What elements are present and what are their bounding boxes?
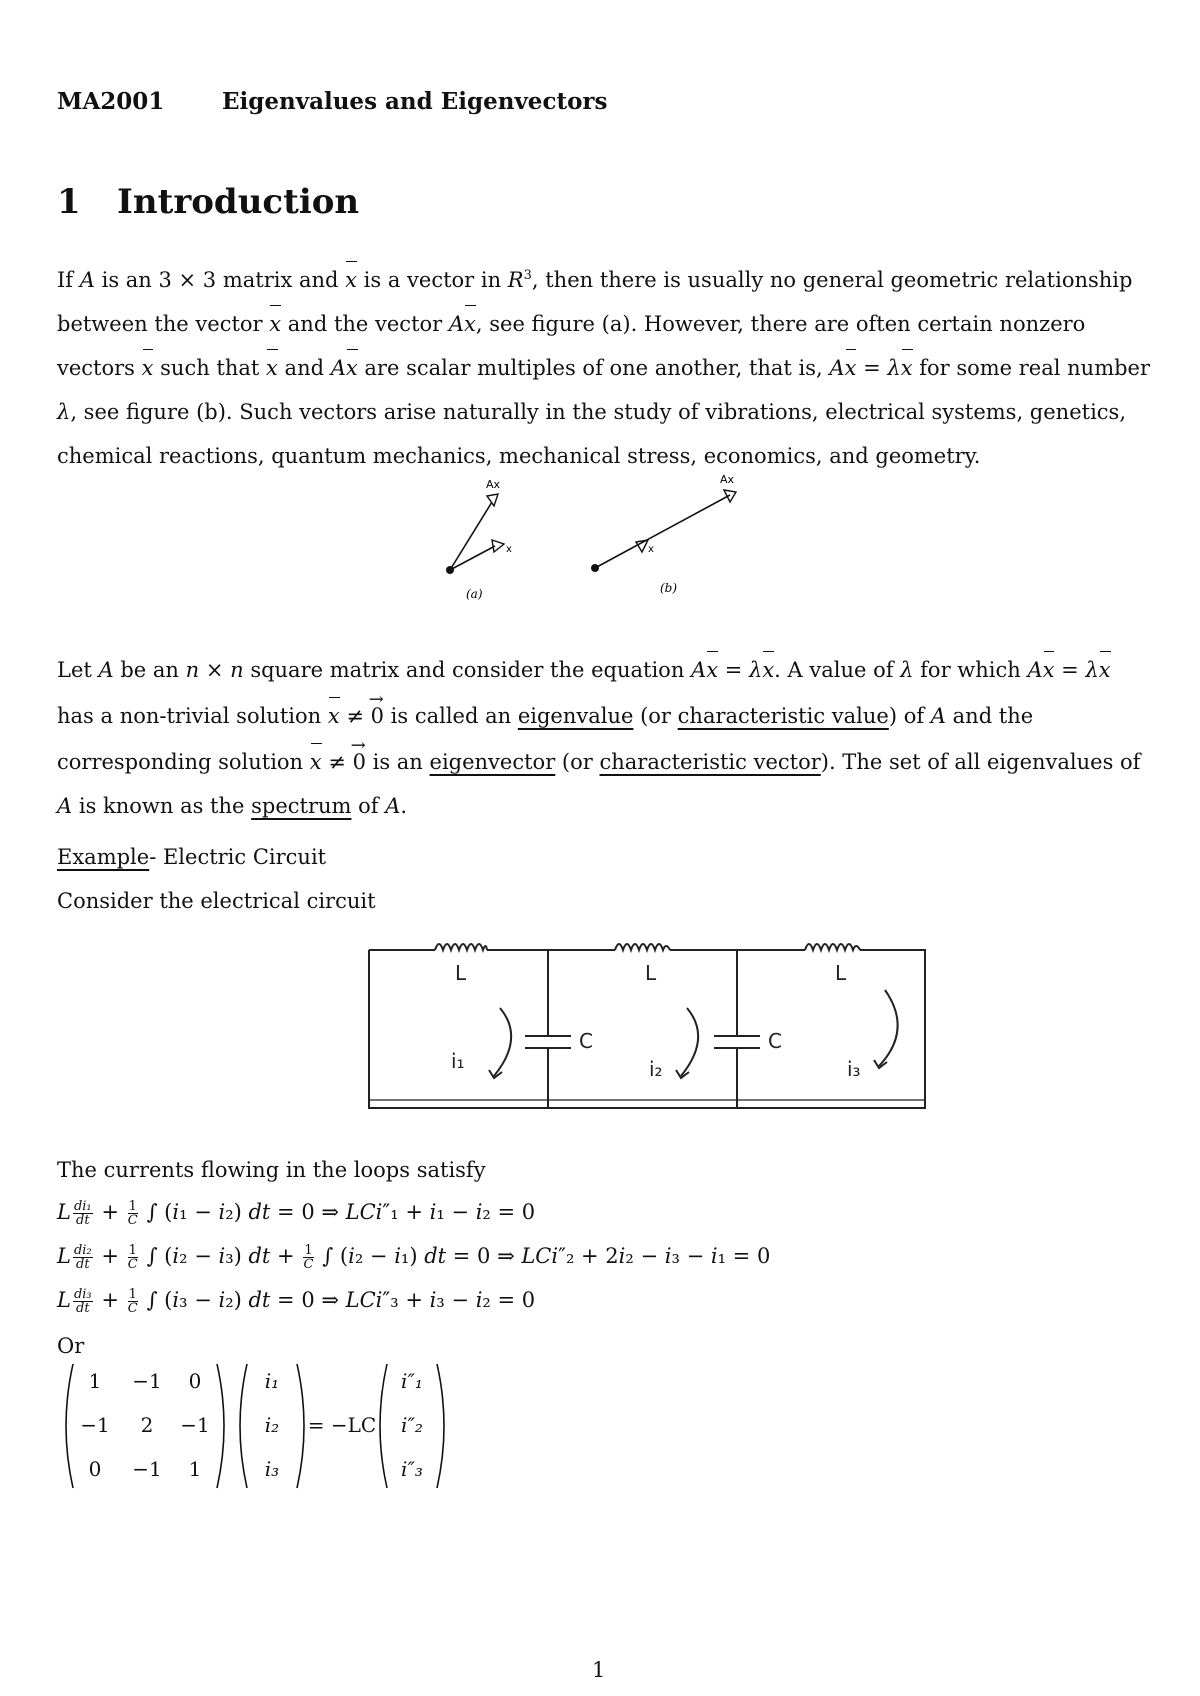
term-characteristic-vector: characteristic vector xyxy=(599,750,821,774)
rhs-prefix: = −LC xyxy=(307,1413,377,1437)
current-label-3: i₃ xyxy=(847,1057,861,1081)
figure-b xyxy=(591,473,736,595)
rhs-cell: i″₁ xyxy=(401,1369,423,1393)
example-heading: Example- Electric Circuit xyxy=(57,845,327,869)
definition-paragraph: Let A be an n × n square matrix and consider the equation Ax = λx. A value of λ for which Ax = λx has a non-trivial solution x ≠ → 0 is called an eigenvalue (or characteristic value) of A and the corresponding solution x ≠ → 0 is an eigenvector (or characteristic vector). The set of all eigenvalues of A is known as the spectrum of A. xyxy=(57,648,1152,828)
x-label-b: x xyxy=(648,544,654,555)
equations-intro: The currents flowing in the loops satisfy xyxy=(57,1158,486,1182)
matrix-cell: 1 xyxy=(88,1369,102,1393)
term-spectrum: spectrum xyxy=(251,794,352,818)
capacitor-label-1: C xyxy=(579,1029,593,1053)
capacitor-label-2: C xyxy=(768,1029,782,1053)
matrix-cell: −1 xyxy=(132,1369,162,1393)
matrix-cell: 0 xyxy=(188,1369,202,1393)
figure-b-label: (b) xyxy=(660,581,678,595)
intro-paragraph: If A is an 3 × 3 matrix and x is a vector in $R^3$, then there is usually no general geometric relationship between the vector x and the vector Ax, see figure (a). However, there are often certain nonzero vectors x such that x and Ax are scalar multiples of one another, that is, Ax = λx for some real number λ, see figure (b). Such vectors arise naturally in the study of vibrations, electrical systems, genetics, chemical reactions, quantum mechanics, mechanical stress, economics, and geometry. xyxy=(57,254,1152,478)
equation-3: L $\frac{\text{di₃}}{dt}$ + $\frac{1}{C}$ ∫ (i₃ − i₂) dt = 0 ⇒ LCi″₃ + i₃ − i₂ = 0 xyxy=(57,1287,536,1316)
inductor-label-2: L xyxy=(645,961,657,985)
vector-cell: i₃ xyxy=(264,1457,280,1481)
section-title: Introduction xyxy=(117,182,360,222)
matrix-cell: −1 xyxy=(180,1413,210,1437)
matrix-cell: 1 xyxy=(188,1457,202,1481)
matrix-equation xyxy=(57,1358,497,1498)
matrix-cell: 2 xyxy=(140,1413,154,1437)
equation-1: L $\frac{\text{di₁}}{dt}$ + $\frac{1}{C}$ ∫ (i₁ − i₂) dt = 0 ⇒ LCi″₁ + i₁ − i₂ = 0 xyxy=(57,1199,536,1228)
inductor-label-1: L xyxy=(455,961,467,985)
x-label-a: x xyxy=(506,544,512,555)
inductor-label-3: L xyxy=(835,961,847,985)
example-subtitle: Consider the electrical circuit xyxy=(57,889,376,913)
figure-a xyxy=(446,478,512,601)
figure-a-label: (a) xyxy=(466,587,483,601)
ax-label-b: Ax xyxy=(720,473,735,486)
document-title: Eigenvalues and Eigenvectors xyxy=(222,88,608,115)
rhs-cell: i″₂ xyxy=(401,1413,423,1437)
term-eigenvector: eigenvector xyxy=(429,750,556,774)
vector-cell: i₁ xyxy=(264,1369,280,1393)
ax-label-a: Ax xyxy=(486,478,501,491)
or-label: Or xyxy=(57,1334,85,1358)
rhs-cell: i″₃ xyxy=(401,1457,423,1481)
matrix-cell: −1 xyxy=(80,1413,110,1437)
term-characteristic-value: characteristic value xyxy=(677,704,889,728)
eigenvector-figure xyxy=(430,470,770,610)
vector-cell: i₂ xyxy=(264,1413,280,1437)
current-label-2: i₂ xyxy=(649,1057,663,1081)
course-code: MA2001 xyxy=(57,88,165,115)
page-number: 1 xyxy=(592,1658,606,1682)
matrix-cell: −1 xyxy=(132,1457,162,1481)
current-label-1: i₁ xyxy=(451,1049,465,1073)
section-number: 1 xyxy=(57,182,81,222)
term-eigenvalue: eigenvalue xyxy=(517,704,634,728)
circuit-diagram xyxy=(365,928,935,1113)
matrix-cell: 0 xyxy=(88,1457,102,1481)
equation-2: L $\frac{\text{di₂}}{dt}$ + $\frac{1}{C}$ ∫ (i₂ − i₃) dt + $\frac{1}{C}$ ∫ (i₂ − i₁) dt = 0 ⇒ LCi″₂ + 2i₂ − i₃ − i₁ = 0 xyxy=(57,1243,771,1272)
